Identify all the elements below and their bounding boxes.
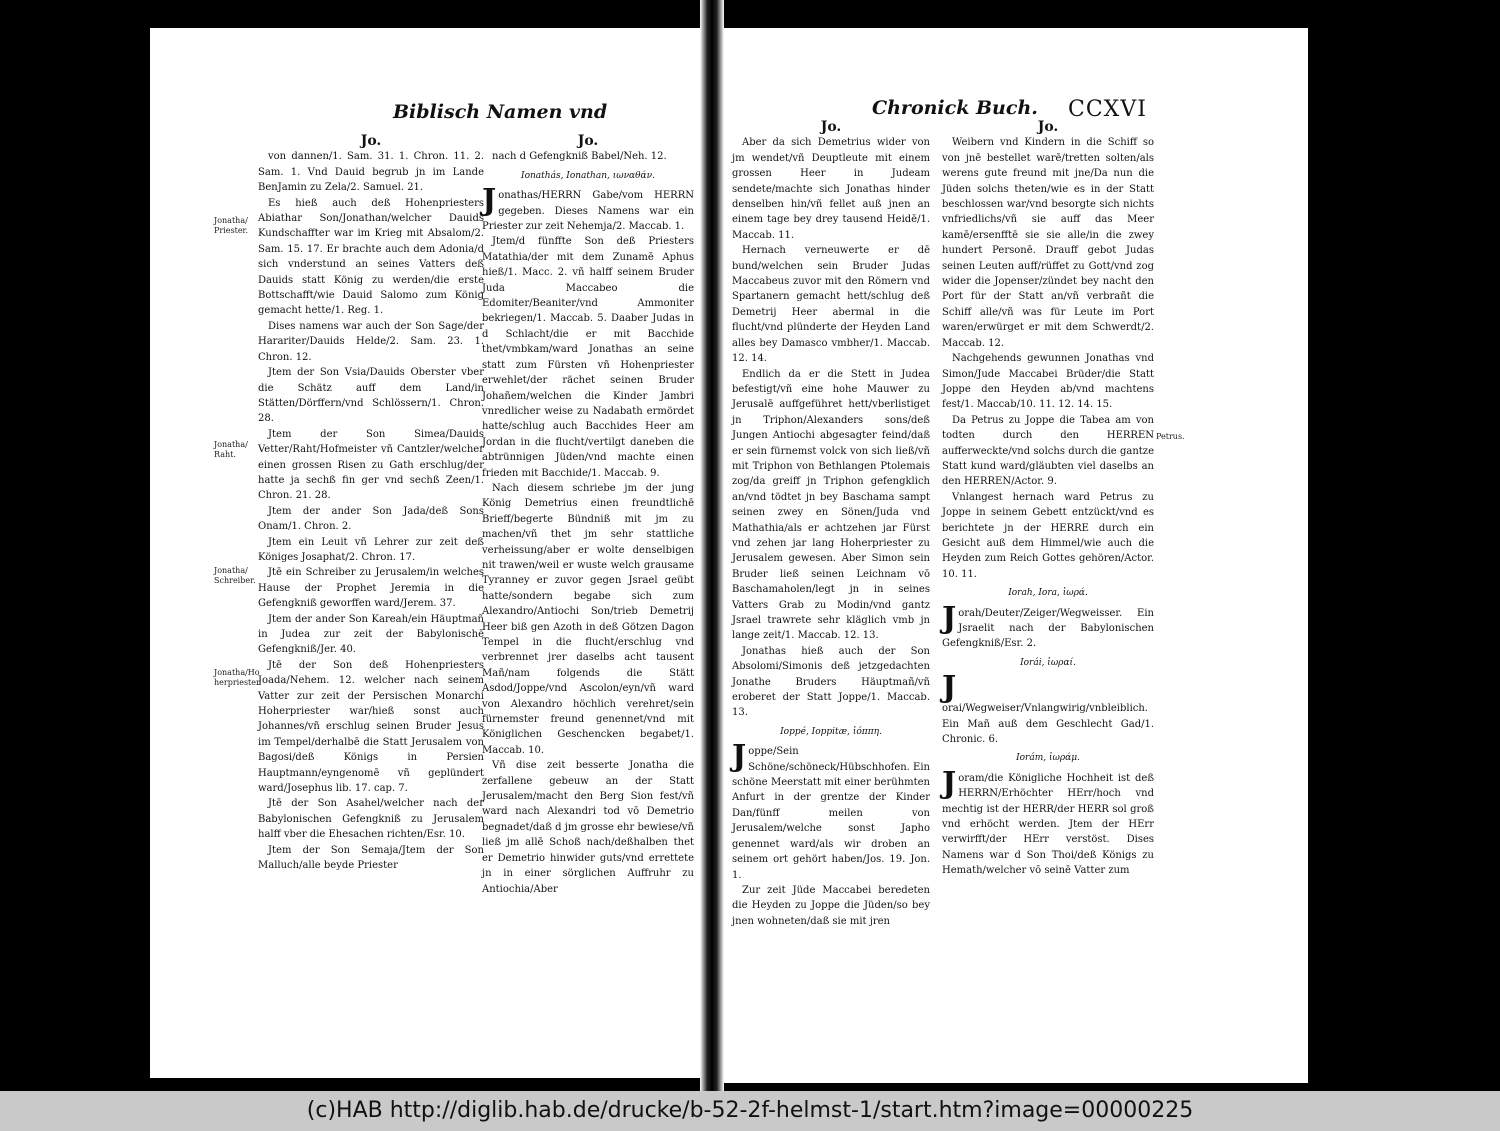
right-column-1 — [732, 119, 930, 927]
entry-heading: Iorái, ἰωραί. — [1020, 657, 1076, 668]
paragraph: Jonathas/HERRN Gabe/vom HERRN gegeben. Dieses Namens war ein Priester zur zeit Nehemja/2. Maccab. 1. — [482, 183, 694, 233]
paragraph: von dannen/1. Sam. 31. 1. Chron. 11. 2. Sam. 1. Vnd Dauid begrub jn im Lande BenJamin zu Zela/2. Samuel. 21. — [258, 151, 484, 194]
paragraph: Jtē ein Schreiber zu Jerusalem/in welches Hause der Prophet Jeremia in die Gefengkniß geworffen ward/Jerem. 37. — [258, 567, 484, 610]
paragraph: Jtem der ander Son Kareah/ein Häuptmañ in Judea zur zeit der Babylonischē Gefengkniß/Jer. 40. — [258, 613, 484, 656]
paragraph: Nach diesem schriebe jm der jung König Demetrius einen freundtlichē Brieff/begerte Bündniß mit jm zu machen/vñ thet jm sehr stattliche verheissung/aber er wolte denselbigen nit trawen/weil er wuste welch grausame Tyranney er zuvor gegen Jsrael geübt hatte/sondern begabe sich zum Alexandro/Antiochi Son/trieb Demetrij Heer biß gen Azoth in deß Götzen Dagon Tempel in die flucht/erschlug vnd verbrennet jrer daselbs acht tausent Mañ/nam folgends die Stätt Asdod/Joppe/vnd Ascolon/eyn/vñ ward von Alexandro höchlich verehret/sein fürnemster freund genennet/vnd mit Königlichen Geschencken begabet/1. Maccab. 10. — [482, 482, 694, 756]
paragraph: Da Petrus zu Joppe die Tabea am von todten durch den HERREN aufferweckte/vnd solchs durch die gantze Statt kund ward/gläubten viel daselbs an den HERREN/Actor. 9. — [942, 414, 1154, 488]
margin-note: Petrus. — [1156, 432, 1185, 441]
book-gutter — [700, 0, 724, 1091]
paragraph: Joppe/Sein Schöne/schöneck/Hübschhofen. Ein schöne Meerstatt mit einer berühmten Anfurt in der grentze der Kinder Dan/fünff meilen von Jerusalem/welche sonst Japho genennet ward/als wir droben an seinem ort gehört haben/Jos. 19. Jon. 1. — [732, 739, 930, 881]
paragraph: Joram/die Königliche Hochheit ist deß HERRN/Erhöchter HErr/hoch vnd mechtig ist der HERR/der HERR sol groß vnd erhöcht werden. Jtem der HErr verwirfft/der HErr verstöst. Dises Namens war d Son Thoi/deß Königs zu Hemath/welcher vō seinē Vatter zum — [942, 765, 1154, 877]
paragraph: Jonathas hieß auch der Son Absolomi/Simonis deß jetzgedachten Jonathe Bruders Häuptmañ/vñ eroberet der Statt Joppe/1. Maccab. 13. — [732, 645, 930, 719]
paragraph: Jorah/Deuter/Zeiger/Wegweisser. Ein Jsraelit nach der Babylonischen Gefengkniß/Esr. 2. — [942, 600, 1154, 650]
paragraph: Jtem ein Leuit vñ Lehrer zur zeit deß Königes Josaphat/2. Chron. 17. — [258, 536, 484, 563]
margin-note: Jonatha/Ho herpriester. — [214, 668, 262, 687]
paragraph: Vñ dise zeit besserte Jonatha die zerfallene gebeuw an der Statt Jerusalem/macht den Berg Sion fest/vñ ward nach Alexandri tod vō Demetrio begnadet/daß d jm grosse ehr bewiese/vñ ließ jm allē Schoß nach/deßhalben thet er Demetrio hinwider guts/vnd errettete jn in einer sörglichen Auffruhr zu Antiochia/Aber — [482, 760, 694, 895]
paragraph: Zur zeit Jüde Maccabei beredeten die Heyden zu Joppe die Jüden/so bey jnen wohneten/daß sie mit jren — [732, 884, 930, 927]
paragraph: Jtem der ander Son Jada/deß Sons Onam/1. Chron. 2. — [258, 505, 484, 533]
running-head-left: Biblisch Namen vnd — [393, 101, 608, 123]
folio-number: CCXVI — [1068, 97, 1147, 122]
column-head: Jo. — [1037, 119, 1059, 135]
paragraph: Hernach verneuwerte er dē bund/welchen sein Bruder Judas Maccabeus zuvor mit den Römern vnd Spartanern gemacht hett/schlug deß Demetrij Heer abermal in die flucht/vnd plünderte der Heyden Land alles bey Damasco vmbher/1. Maccab. 12. 14. — [732, 245, 930, 365]
margin-note: Jonatha/ Raht. — [214, 440, 248, 459]
paragraph: Jtem/d fünffte Son deß Priesters Matathia/der mit dem Zunamē Aphus hieß/1. Macc. 2. vñ halff seinem Bruder Juda Maccabeo die Edomiter/Beaniter/vnd Ammoniter bekriegen/1. Maccab. 5. Daaber Judas in d Schlacht/die er mit Bacchide thet/vmbkam/ward Jonathas an seine statt zum Fürsten vñ Hohenpriester erwehlet/der rächet seinen Bruder Johañem/welchen die Kinder Jambri vnredlicher weise zu Nadabath ermördet hatte/schlug auch Bacchides Heer am Jordan in die flucht/vertilgt daneben die abtrünnigen Jüden/vnd machte einen frieden mit Bacchide/1. Maccab. 9. — [482, 236, 694, 479]
entry-heading: Iorám, ἰωράμ. — [1016, 753, 1080, 764]
paragraph: Nachgehends gewunnen Jonathas vnd Simon/Jude Maccabei Brüder/die Statt Joppe den Heyden ab/vnd machtens fest/1. Maccab/10. 11. 12. 14. 15. — [942, 353, 1154, 411]
margin-note: Jonatha/ Schreiber. — [214, 566, 256, 585]
paragraph: Jtē der Son Asahel/welcher nach der Babylonischen Gefengkniß zu Jerusalem halff vber die Ehesachen richten/Esr. 10. — [258, 798, 484, 841]
paragraph: nach d Gefengkniß Babel/Neh. 12. — [492, 151, 667, 163]
running-head-right: Chronick Buch. — [872, 97, 1038, 119]
paragraph: Aber da sich Demetrius wider von jm wendet/vñ Deuptleute mit einem grossen Heer in Judeam sendete/machte sich Jonathas hinder denselben hin/vñ fellet auß jnen an einem tage bey drey tausend Heidē/1. Maccab. 11. — [732, 137, 930, 241]
paragraph: Jorai/Wegweiser/Vnlangwirig/vnbleiblich. Ein Mañ auß dem Geschlecht Gad/1. Chronic. 6. — [942, 670, 1154, 746]
paragraph: Vnlangest hernach ward Petrus zu Joppe in seinem Gebett entzückt/vnd es berichtete jn der HERRE durch ein Gesicht auß dem Himmel/wie auch die Heyden zum Reich Gottes gehören/Actor. 10. 11. — [942, 491, 1154, 580]
column-head: Jo. — [360, 133, 382, 149]
paragraph: Jtem der Son Semaja/Jtem der Son Malluch/alle beyde Priester — [258, 844, 484, 872]
paragraph: Jtē der Son deß Hohenpriesters Joada/Nehem. 12. welcher nach seinem Vatter zur zeit der Persischen Monarchi Hoherpriester war/hieß sonst auch Johannes/vñ erschlug seinen Bruder Jesus im Tempel/derhalbē die Statt Jerusalem von Bagosi/deß Königs in Persien Hauptmann/eyngenomē vñ geplündert ward/Josephus lib. 17. cap. 7. — [258, 659, 484, 795]
image-credit-bar: (c)HAB http://diglib.hab.de/drucke/b-52-2f-helmst-1/start.htm?image=00000225 — [0, 1091, 1500, 1131]
paragraph: Dises namens war auch der Son Sage/der Harariter/Dauids Helde/2. Sam. 23. 1. Chron. 12. — [258, 320, 484, 363]
column-head: Jo. — [820, 119, 842, 135]
entry-heading: Iorah, Iora, ἰωρά. — [1008, 588, 1088, 599]
margin-note: Jonatha/ Priester. — [214, 216, 249, 235]
paragraph: Es hieß auch deß Hohenpriesters Abiathar Son/Jonathan/welcher Dauids Kundschaffter war im Krieg mit Absalom/2. Sam. 15. 17. Er brachte auch dem Adonia/d sich vnderstund an seines Vatters deß Dauids statt König zu werden/die erste Bottschafft/wie Dauid Salomo zum König gemacht hette/1. Reg. 1. — [258, 197, 484, 317]
left-column-1 — [258, 134, 484, 892]
paragraph: Jtem der Son Vsia/Dauids Oberster vber die Schätz auff dem Land/in Stätten/Dörffern/vnd Schlössern/1. Chron. 28. — [258, 367, 484, 425]
paragraph: Jtem der Son Simea/Dauids Vetter/Raht/Hofmeister vñ Cantzler/welcher einen grossen Risen zu Gath erschlug/der hatte ja sechß fin ger vnd sechß Zeen/1. Chron. 21. 28. — [258, 428, 484, 502]
entry-heading: Ioppé, Ioppitæ, ἰόππη. — [780, 726, 882, 737]
entry-heading: Ionathás, Ionathan, ιωναθάν. — [521, 170, 655, 181]
left-column-2 — [482, 133, 694, 895]
column-head: Jo. — [577, 133, 599, 149]
paragraph: Endlich da er die Stett in Judea befestigt/vñ eine hohe Mauwer zu Jerusalē auffgeführet hett/vberlistiget jn Triphon/Alexanders sons/deß Jungen Antiochi abgesagter feind/daß er sein fürnemst volck von sich ließ/vñ mit Triphon von Bethlangen Ptolemais zog/da greiff jn Triphon gefengklich an/vnd tödtet jn bey Baschama sampt seinen zwey en Sönen/Juda vnd Mathathia/als er achtzehen jar Fürst vnd zehen jar lang Hoherpriester zu Jerusalem gewesen. Aber Simon sein Bruder ließ seinen Leichnam vō Baschamaholen/legt jn in seines Vatters Grab zu Modin/vnd gantz Jsrael trawrete sehr kläglich vmb jn lange zeit/1. Maccab. 12. 13. — [732, 368, 930, 642]
right-column-2 — [942, 120, 1154, 895]
paragraph: Weibern vnd Kindern in die Schiff so von jnē bestellet warē/tretten solten/als werens gute freund mit jne/Da nun die Jüden solchs theten/wie es in der Statt beschlossen war/vnd besorgte sich nichts vnfriedlichs/vñ sie auff das Meer kamē/ersenfftē sie sie alle/in die zwey hundert Personē. Drauff gebot Judas seinen Leuten auff/rüffet zu Gott/vnd zog wider die Jopenser/zündet bey nacht den Port für der Statt an/vñ verbrañt die Schiff alle/vñ was für Leute im Port waren/erwürget er mit dem Schwerdt/2. Maccab. 12. — [942, 137, 1154, 349]
